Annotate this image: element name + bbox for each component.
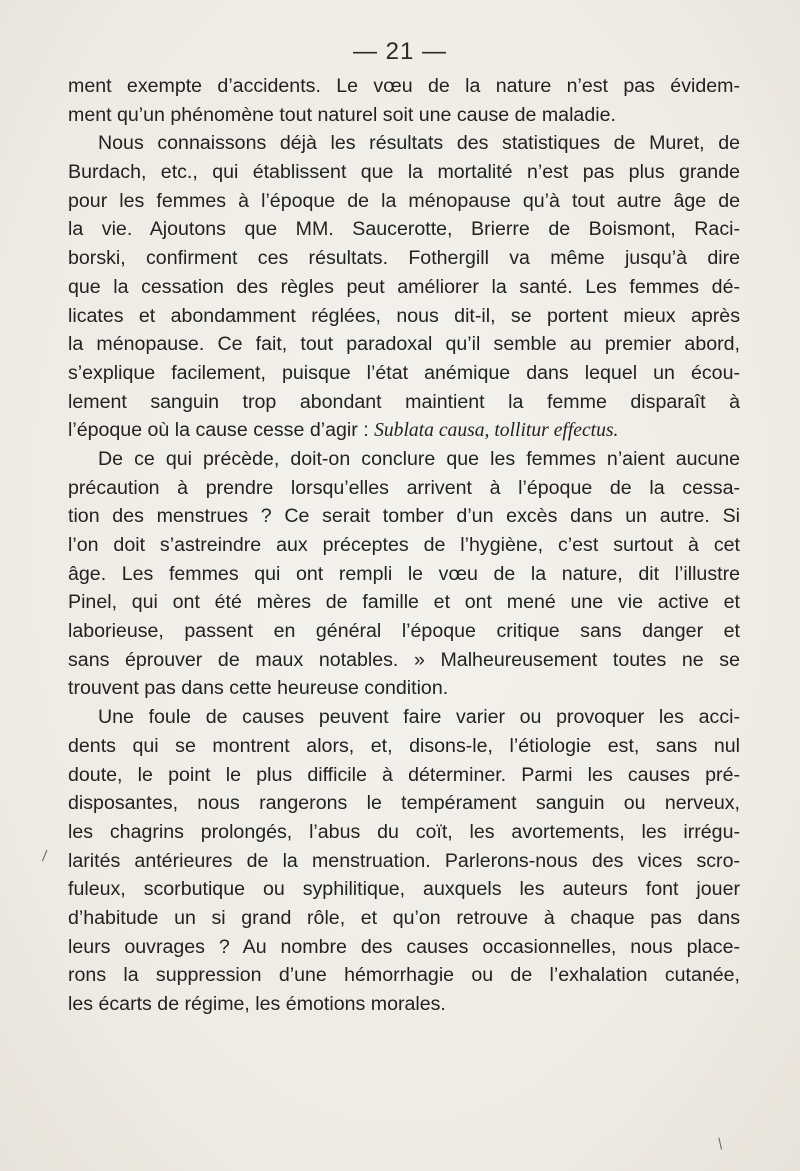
text-line: licates et abondamment réglées, nous dit-il, se portent mieux après: [68, 304, 740, 327]
text-line: les écarts de régime, les émotions morales.: [68, 993, 446, 1015]
text-line: l’on doit s’astreindre aux préceptes de l’hygiène, c’est surtout à cet: [68, 534, 740, 556]
text-line: disposantes, nous rangerons le tempérament sanguin ou nerveux,: [68, 792, 740, 815]
text-line: [68, 416, 740, 445]
text-line: rons la suppression d’une hémorrhagie ou de l’exhalation cutanée,: [68, 964, 740, 987]
text-line: précaution à prendre lorsqu’elles arrivent à l’époque de la cessa-: [68, 476, 740, 499]
text-line: Burdach, etc., qui établissent que la mortalité n’est pas plus grande: [68, 161, 740, 184]
text-line: ment qu’un phénomène tout naturel soit une cause de maladie.: [68, 103, 616, 126]
text-line: âge. Les femmes qui ont rempli le vœu de la nature, dit l’illustre: [68, 562, 740, 585]
text-line: sans éprouver de maux notables. » Malheureusement toutes ne se: [68, 648, 740, 671]
text-line: les chagrins prolongés, l’abus du coït, les avortements, les irrégu-: [68, 820, 740, 843]
text-line: tion des menstrues ? Ce serait tomber d’un excès dans un autre. Si: [68, 505, 740, 528]
stray-mark: /: [714, 1135, 727, 1153]
page-number: — 21 —: [352, 38, 448, 65]
text-line: doute, le point le plus difficile à déterminer. Parmi les causes pré-: [68, 763, 740, 786]
text-line: dents qui se montrent alors, et, disons-le, l’étiologie est, sans nul: [68, 734, 740, 757]
text-line: pour les femmes à l’époque de la ménopause qu’à tout autre âge de: [68, 189, 740, 212]
text-line: trouvent pas dans cette heureuse condition.: [68, 677, 449, 700]
text-line: ment exempte d’accidents. Le vœu de la nature n’est pas évidem-: [68, 75, 740, 97]
stray-mark: \: [37, 848, 52, 864]
text-line-segment: l’époque où la cause cesse d’agir :: [68, 419, 375, 442]
text-line: larités antérieures de la menstruation. Parlerons-nous des vices scro-: [68, 849, 740, 872]
text-line: d’habitude un si grand rôle, et qu’on retrouve à chaque pas dans: [68, 906, 740, 929]
text-line: fuleux, scorbutique ou syphilitique, auxquels les auteurs font jouer: [68, 878, 740, 901]
text-line: la vie. Ajoutons que MM. Saucerotte, Brierre de Boismont, Raci-: [68, 218, 740, 241]
text-line: leurs ouvrages ? Au nombre des causes occasionnelles, nous place-: [68, 935, 740, 958]
latin-quote: Sublata causa, tollitur effectus.: [374, 420, 619, 442]
text-line: De ce qui précède, doit-on conclure que les femmes n’aient aucune: [98, 447, 740, 470]
text-line: Nous connaissons déjà les résultats des statistiques de Muret, de: [98, 132, 740, 155]
text-line: Une foule de causes peuvent faire varier ou provoquer les acci-: [98, 706, 740, 729]
text-line: que la cessation des règles peut améliorer la santé. Les femmes dé-: [68, 275, 740, 298]
text-line: la ménopause. Ce fait, tout paradoxal qu’il semble au premier abord,: [68, 333, 740, 356]
text-line: lement sanguin trop abondant maintient la femme disparaît à: [68, 390, 740, 413]
text-line: borski, confirment ces résultats. Fothergill va même jusqu’à dire: [68, 247, 740, 270]
text-line: s’explique facilement, puisque l’état anémique dans lequel un écou-: [68, 361, 740, 384]
text-line: Pinel, qui ont été mères de famille et ont mené une vie active et: [68, 591, 740, 614]
body-text: [68, 72, 740, 1019]
text-line: laborieuse, passent en général l’époque critique sans danger et: [68, 620, 740, 643]
